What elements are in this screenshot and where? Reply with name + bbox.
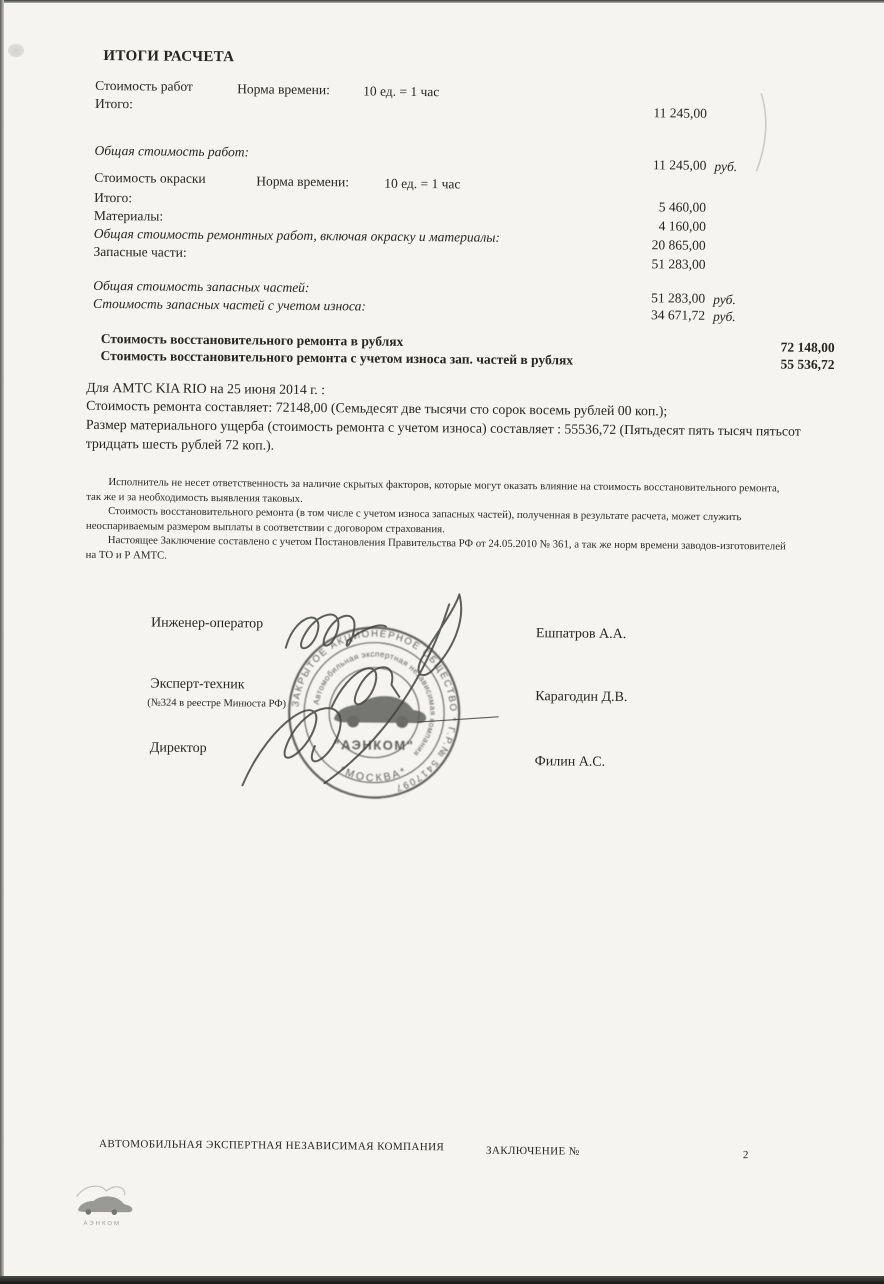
signature-role-director: Директор	[149, 740, 207, 757]
spares-total-value: 51 283,00	[651, 290, 706, 306]
conclusion-cost-line: Стоимость ремонта составляет: 72148,00 (Семьдесят две тысячи сто сорок восемь рублей 00 коп.);	[86, 397, 668, 419]
scan-hair-artifact	[748, 87, 779, 177]
logo-caption: АЭНКОМ	[83, 1220, 122, 1228]
scan-edge-top	[0, 0, 884, 3]
scan-edge-left	[0, 0, 4, 1284]
repair-total-label: Общая стоимость ремонтных работ, включая окраску и материалы:	[93, 225, 501, 245]
signature-note-expert: (№324 в реестре Минюста РФ)	[147, 697, 287, 710]
spares-value: 51 283,00	[651, 256, 706, 272]
spares-wear-value: 34 671,72	[650, 307, 706, 323]
scan-smudge-artifact	[8, 44, 24, 57]
summary-repair-label: Стоимость восстановительного ремонта в рублях	[100, 330, 404, 349]
works-total-currency: руб.	[714, 158, 738, 175]
spares-total-currency: руб.	[713, 291, 736, 308]
disclaimer-paragraph: Настоящее Заключение составлено с учетом Постановления Правительства РФ от 24.05.2010 № 361, а так же норм времени заводов-изготовителей на ТО и Р АМТС.	[85, 534, 786, 562]
stamp-city-text: *МОСКВА*	[337, 763, 410, 785]
spares-wear-currency: руб.	[712, 308, 736, 325]
works-label: Стоимость работ	[95, 77, 193, 94]
page-title: ИТОГИ РАСЧЕТА	[103, 47, 235, 66]
works-itogo-value: 11 245,00	[653, 105, 708, 121]
spares-total-label: Общая стоимость запасных частей:	[93, 277, 310, 295]
works-itogo-label: Итого:	[94, 95, 134, 112]
works-norm-label: Норма времени:	[237, 81, 330, 98]
conclusion-damage-line: Размер материального ущерба (стоимость ремонта с учетом износа) составляет : 55536,72 (Пятьдесят пять тысяч пятьсот тридцать шесть рублей 72 коп.).	[85, 416, 801, 453]
repair-total-value: 20 865,00	[651, 237, 706, 253]
disclaimer-paragraph: Исполнитель не несет ответственность за наличие скрытых факторов, которые могут оказать влияние на стоимость восстановительного ремонта, так же и за необходимость выявления таковых.	[86, 476, 780, 505]
painting-itogo-value: 5 460,00	[658, 199, 707, 215]
stamp-outer-text: ЗАКРЫТОЕ АКЦИОНЕРНОЕ ОБЩЕСТВО * Г.Р.№ 5417097	[290, 628, 459, 794]
signature-name-director: Филин А.С.	[534, 754, 606, 770]
painting-norm-label: Норма времени:	[256, 173, 350, 190]
signature-role-expert: Эксперт-техник	[150, 676, 245, 693]
disclaimer-paragraph: Стоимость восстановительного ремонта (в том числе с учетом износа запасных частей), полученная в результате расчета, может служить неоспариваемым размером выплаты в соответствии с договором страхования.	[85, 505, 742, 536]
stamp-inner-text: Автомобильная экспертная независимая компания	[311, 649, 438, 759]
footer-page-number: 2	[742, 1149, 749, 1162]
works-norm-value: 10 ед. = 1 час	[363, 83, 440, 100]
summary-repair-value: 72 148,00	[780, 339, 835, 356]
painting-label: Стоимость окраски	[94, 169, 206, 186]
signature-name-expert: Карагодин Д.В.	[535, 689, 628, 706]
signature-ink	[212, 577, 534, 810]
works-total-label: Общая стоимость работ:	[94, 142, 250, 160]
spares-wear-label: Стоимость запасных частей с учетом износа:	[93, 295, 366, 314]
disclaimer-block	[86, 475, 787, 569]
signature-role-engineer: Инженер-оператор	[150, 615, 264, 632]
scan-edge-bottom	[0, 1276, 884, 1284]
summary-wear-value: 55 536,72	[780, 356, 835, 373]
painting-itogo-label: Итого:	[94, 189, 133, 206]
company-logo-car-icon	[66, 1181, 136, 1232]
works-total-value: 11 245,00	[652, 157, 707, 173]
summary-wear-label: Стоимость восстановительного ремонта с учетом износа зап. частей в рублях	[100, 347, 574, 368]
materials-label: Материалы:	[93, 207, 164, 224]
stamp-center-text: "АЭНКОМ"	[333, 737, 415, 754]
signature-name-engineer: Ешпатров А.А.	[535, 626, 627, 643]
painting-norm-value: 10 ед. = 1 час	[384, 175, 461, 192]
footer-doc-label: ЗАКЛЮЧЕНИЕ №	[485, 1144, 580, 1158]
conclusion-vehicle-line: Для АМТС KIA RIO на 25 июня 2014 г. :	[86, 379, 326, 398]
materials-value: 4 160,00	[658, 218, 706, 234]
spares-label: Запасные части:	[93, 243, 187, 260]
footer-company: АВТОМОБИЛЬНАЯ ЭКСПЕРТНАЯ НЕЗАВИСИМАЯ КОМПАНИЯ	[98, 1138, 445, 1154]
